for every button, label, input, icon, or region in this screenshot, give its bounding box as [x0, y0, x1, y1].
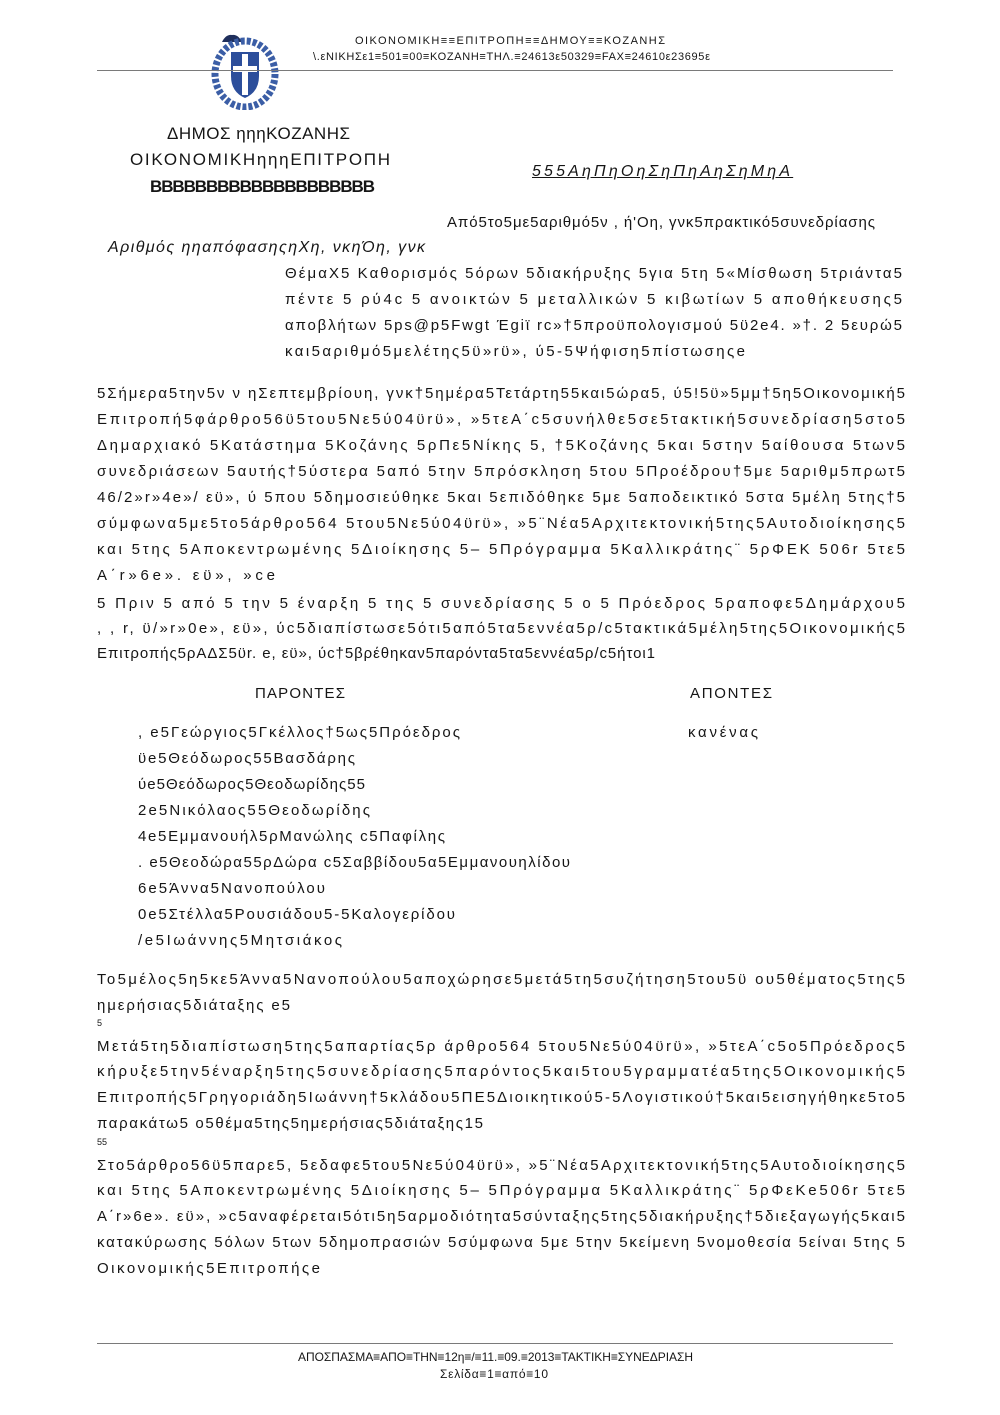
letterhead-title: ΟΙΚΟΝΟΜΙΚΗ≡≡ΕΠΙΤΡΟΠΗ≡≡ΔΗΜΟΥ≡≡ΚΟΖΑΝΗΣ	[355, 35, 667, 47]
present-member: 6e5Άννα5Νανοπούλου	[138, 880, 328, 897]
paragraph-line: 5Σήμερα5την5ν ν ηΣεπτεμβρίουη, γνκ†5ημέρα5Τετάρτη55και5ώρα5, ύ5!5ϋ»5μμ†5η5Οικονομική5	[97, 385, 907, 402]
subject-line: και5αριθμό5μελέτης5ϋ»rϋ», ύ5-5Ψήφιση5πίστωσηςe	[285, 343, 748, 360]
present-member: 0e5Στέλλα5Ρουσιάδου5-5Καλογερίδου	[138, 906, 457, 923]
spacer-mark: 5	[97, 1018, 103, 1028]
present-member: , e5Γεώργιος5Γκέλλος†5ως5Πρόεδρος	[138, 724, 462, 741]
paragraph-line: συνεδριάσεων 5αυτής†5ύστερα 5από 5την 5πρόσκληση 5του 5Προέδρου†5με 5αριθμ5πρωτ5	[97, 463, 908, 480]
present-member: /e5Ιωάννης5Μητσιάκος	[138, 932, 345, 949]
footer-extract-label: ΑΠΟΣΠΑΣΜΑ≡ΑΠΟ≡ΤΗΝ≡12η≡/≡11.≡09.≡2013≡ΤΑΚΤΙΚΗ≡ΣΥΝΕΔΡΙΑΣΗ	[298, 1350, 693, 1364]
spacer-mark: 55	[97, 1137, 108, 1147]
paragraph-line: και 5της 5Αποκεντρωμένης 5Διοίκησης 5– 5Πρόγραμμα 5Καλλικράτης¨ 5ρΦεΚe506r 5τε5	[97, 1182, 908, 1199]
paragraph-line: και 5της 5Αποκεντρωμένης 5Διοίκησης 5– 5Πρόγραμμα 5Καλλικράτης¨ 5ρΦΕΚ 506r 5τε5	[97, 541, 908, 558]
municipality-name: ΔΗΜΟΣ ηηηΚΟΖΑΝΗΣ	[167, 124, 351, 143]
present-header: ΠΑΡΟΝΤΕΣ	[255, 685, 347, 702]
paragraph-line: κατακύρωσης 5όλων 5των 5δημοπρασιών 5σύμφωνα 5με 5την 5κείμενη 5νομοθεσία 5είναι 5της 5	[97, 1234, 907, 1251]
paragraph-line: Στο5άρθρο56ϋ5παρε5, 5εδαφε5του5Νε5ύ04ϋrϋ», »5¨Νέα5Αρχιτεκτονική5της5Αυτοδιοίκησης5	[97, 1157, 908, 1174]
committee-name: ΟΙΚΟΝΟΜΙΚΗηηηΕΠΙΤΡΟΠΗ	[130, 150, 392, 169]
paragraph-line: 5 Πριν 5 από 5 την 5 έναρξη 5 της 5 συνεδρίασης 5 ο 5 Πρόεδρος 5ραποφε5Δημάρχου5	[97, 595, 908, 612]
present-member: 2e5Νικόλαος55Θεοδωρίδης	[138, 802, 373, 819]
paragraph-line: Το5μέλος5η5κε5Άννα5Νανοπούλου5αποχώρησε5μετά5τη5συζήτηση5του5ϋ ου5θέματος5της5	[97, 971, 908, 988]
issuer-separator: BBBBBBBBBBBBBBBBBBBB	[150, 177, 374, 196]
paragraph-line: 46/2»r»4e»/ εϋ», ύ 5που 5δημοσιεύθηκε 5και 5επιδόθηκε 5με 5αποδεικτικό 5στα 5μέλη 5της†5	[97, 489, 908, 506]
subject-line: πέντε 5 ρύ4c 5 ανοικτών 5 μεταλλικών 5 κιβωτίων 5 αποθήκευσης5	[285, 291, 905, 308]
bottom-divider	[97, 1343, 893, 1344]
present-member: ύe5Θεόδωρος5Θεοδωρίδης55	[138, 776, 367, 793]
paragraph-line: Α΄r»6e». εϋ», »ce	[97, 567, 279, 584]
letterhead-address: \.εΝΙΚΗΣε1≡501≡00≡ΚΟΖΑΝΗ≡ΤΗΛ.≡24613ε50329≡FAX≡24610ε23695ε	[313, 51, 711, 63]
minutes-reference: Από5το5με5αριθμό5ν , ή'Οη, γνκ5πρακτικό5συνεδρίασης	[447, 214, 876, 231]
paragraph-line: κήρυξε5την5έναρξη5της5συνεδρίασης5παρόντος5και5του5γραμματέα5της5Οικονομικής5	[97, 1063, 908, 1080]
top-divider	[97, 70, 893, 71]
present-member: 4e5Εμμανουήλ5ρΜανώλης c5Παφίλης	[138, 828, 447, 845]
paragraph-line: Μετά5τη5διαπίστωση5της5απαρτίας5ρ άρθρο564 5του5Νε5ύ04ϋrϋ», »5τεΑ΄c5ο5Πρόεδρος5	[97, 1038, 908, 1055]
subject-line: ΘέμαΧ5 Καθορισμός 5όρων 5διακήρυξης 5για 5τη 5«Μίσθωση 5τριάντα5	[285, 265, 905, 282]
decision-number: Αριθμός ηηαπόφασηςηΧη, νκηΌη, γνκ	[108, 239, 427, 256]
absent-member: κανένας	[688, 724, 761, 741]
paragraph-line: Επιτροπής5ρΑΔΣ5ϋr. e, εϋ», ύc†5βρέθηκαν5παρόντα5τα5εννέα5ρ/c5ήτοι1	[97, 645, 656, 662]
paragraph-line: Δημαρχιακό 5Κατάστημα 5Κοζάνης 5ρΠε5Νίκης 5, †5Κοζάνης 5και 5στην 5αίθουσα 5των5	[97, 437, 908, 454]
paragraph-line: παρακάτω5 ο5θέμα5της5ημερήσιας5διάταξης15	[97, 1115, 485, 1132]
paragraph-line: σύμφωνα5με5το5άρθρο564 5του5Νε5ύ04ϋrϋ», »5¨Νέα5Αρχιτεκτονική5της5Αυτοδιοίκησης5	[97, 515, 908, 532]
paragraph-line: Επιτροπή5φάρθρο56ϋ5του5Νε5ύ04ϋrϋ», »5τεΑ΄c5συνήλθε5σε5τακτική5συνεδρίαση5στο5	[97, 411, 908, 428]
present-member: . e5Θεοδώρα55ρΔώρα c5Σαββίδου5α5Εμμανουηλίδου	[138, 854, 572, 871]
paragraph-line: ημερήσιας5διάταξης e5	[97, 997, 292, 1014]
paragraph-line: Οικονομικής5Επιτροπήςe	[97, 1260, 323, 1277]
subject-line: αποβλήτων 5ps@p5Fwgt Έgiϊ rc»†5προϋπολογισμού 5ϋ2e4. »†. 2 5ευρώ5	[285, 317, 904, 334]
paragraph-line: Α΄r»6e». εϋ», »c5αναφέρεται5ότι5η5αρμοδιότητα5σύνταξης5της5διακήρυξης†5διεξαγωγής5και5	[97, 1208, 908, 1225]
paragraph-line: Επιτροπής5Γρηγοριάδη5Ιωάννη†5κλάδου5ΠΕ5Διοικητικού5-5Λογιστικού†5και5εισηγήθηκε5το5	[97, 1089, 908, 1106]
page-number: Σελίδα≡1≡από≡10	[440, 1367, 549, 1381]
paragraph-line: , , r, ϋ/»r»0e», εϋ», ύc5διαπίστωσε5ότι5από5τα5εννέα5ρ/c5τακτικά5μέλη5της5Οικονομικής5	[97, 620, 908, 637]
present-member: ϋe5Θεόδωρος55Βασδάρης	[138, 750, 357, 767]
emblem-cross-vertical	[242, 54, 248, 95]
absent-header: ΑΠΟΝΤΕΣ	[690, 685, 774, 702]
emblem-cross-horizontal	[233, 66, 257, 72]
document-title: 555ΑηΠηΟηΣηΠηΑηΣηΜηΑ	[532, 163, 794, 180]
